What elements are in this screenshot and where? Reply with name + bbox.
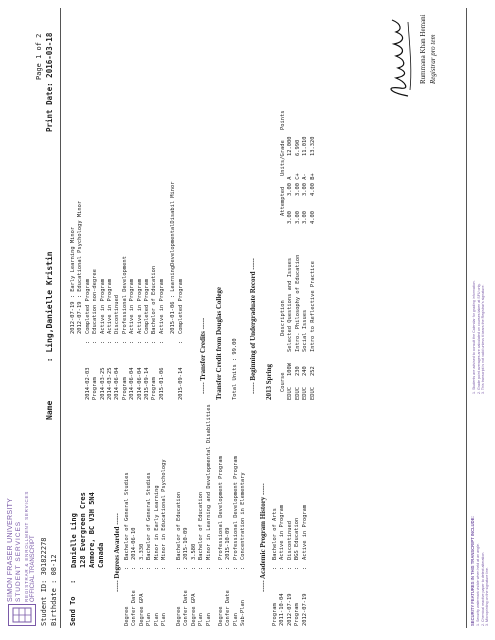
note-line: 1. Students are advised to consult the Calendar for grading information. xyxy=(472,280,476,394)
registrar-title: Registrar pro tem xyxy=(429,34,437,84)
program-history-heading: ----- Academic Program History ----- xyxy=(259,483,267,592)
degree-row: Degree : Bachelor of Education xyxy=(176,491,182,626)
program-history xyxy=(272,505,309,626)
header-rule xyxy=(60,8,61,628)
name-label: Name xyxy=(45,400,54,420)
history-row: 2012-07-19 : Early Learning Minor xyxy=(70,226,76,334)
transcript-notes xyxy=(472,280,486,394)
history-row: 2014-06-04 : Active in Program xyxy=(129,278,136,400)
degree-row: Degree : Bachelor of General Studies xyxy=(124,472,130,626)
history-row: Program : Education non-degree xyxy=(92,269,99,400)
degree-row: Plan : Minor in Learning and Developmental Disabilities xyxy=(205,404,212,626)
note-line: 2. Grade point averages are calculated on courses taken at SFU only. xyxy=(476,283,481,394)
security-features-title: SECURITY FEATURES IN THIS TRANSCRIPT INCLUDE: xyxy=(470,516,475,626)
transfer-credits-heading: ----- Transfer Credits ----- xyxy=(199,317,207,394)
security-line: 3. Microprinting on the signature line. xyxy=(485,567,490,626)
course-header-row: Course Description Attempted Units/Grade Points xyxy=(280,110,286,392)
history-row: Program : Bachelor of Education xyxy=(151,265,158,400)
student-services: STUDENT SERVICES xyxy=(15,520,22,602)
history-row: 2015-01-06 : LearningDevelopmentalDisabil Minor xyxy=(170,181,177,334)
student-id-label: Student ID: xyxy=(40,579,48,626)
degree-row: Confer Date : 2015-10-09 xyxy=(225,527,232,626)
undergrad-record-heading: ----- Beginning of Undergraduate Record ----- xyxy=(249,258,257,394)
print-date-label: Print Date: xyxy=(45,82,54,132)
history-row: 2014-03-25 : Active in Program xyxy=(107,278,114,400)
degree-row: Confer Date : 2014-06-10 xyxy=(131,527,138,626)
history-row: 2014-03-25 : Active in Program xyxy=(99,278,106,400)
student-name: Ling,Danielle Kristin xyxy=(45,251,54,353)
course-row: EDUC 230 Intro. Philosophy of Education 3.00 3.00 C+ 6.990 xyxy=(294,139,301,400)
birthdate-row xyxy=(51,554,58,626)
crest-icon xyxy=(12,607,32,623)
university-crest-icon xyxy=(8,604,36,626)
history-row: 2015-09-14 : Completed Program xyxy=(144,278,151,400)
degree-row: Confer Date : 2015-10-09 xyxy=(183,527,190,626)
course-row: EDUC 240 Social Issues 3.00 3.00 A- 11.010 xyxy=(302,136,309,400)
degree-row: Plan : Bachelor of Education xyxy=(198,491,205,626)
address-line: 128 Evergreen Cres xyxy=(79,492,87,568)
transfer-source: Transfer Credit from Douglas College xyxy=(215,286,223,400)
degrees-awarded-heading: ----- Degrees Awarded ----- xyxy=(113,513,121,592)
registrar-name: Rummana Khan Hemani xyxy=(419,14,427,84)
print-date-value: 2016-03-18 xyxy=(45,32,54,78)
course-row: EDUC 100W Selected Questions and Issues 3.00 3.00 A 12.000 xyxy=(287,136,294,400)
degree-row: Plan : Professional Development Program xyxy=(232,456,239,626)
security-line: 2. Chemical reactive paper to detect alteration. xyxy=(480,551,485,626)
history-row: 2014-06-04 : Discontinued xyxy=(114,295,121,400)
birthdate-label: Birthdate : xyxy=(50,579,58,626)
university-name: SIMON FRASER UNIVERSITY xyxy=(7,497,14,602)
address-line: Canada xyxy=(97,542,105,568)
student-id-row xyxy=(41,537,48,626)
history-row: 2012-07-19 : Active in Program xyxy=(301,504,308,626)
history-row: Program : BGS Education xyxy=(294,517,301,626)
total-units: Total Units : 99.00 xyxy=(232,338,238,400)
degree-row: Degree : Professional Development Program xyxy=(218,456,224,626)
history-row: Program : Professional Development xyxy=(121,256,128,400)
page-number: Page 1 of 2 xyxy=(35,33,43,80)
security-features-list xyxy=(476,543,490,626)
history-row: 2012-07-19 : Discontinued xyxy=(286,521,293,626)
degree-row: Sub-Plan : Concentration in Elementary xyxy=(240,472,247,626)
degree-row: Plan : Bachelor of General Studies xyxy=(146,472,153,626)
address-line: Danielle Ling xyxy=(70,513,78,568)
degree-block-1 xyxy=(124,459,168,626)
course-row: EDUC 252 Intro to Reflective Practice 4.00 4.00 B+ 13.320 xyxy=(309,136,316,400)
mailing-address xyxy=(70,492,106,568)
degree-row: Plan : Minor in Educational Psychology xyxy=(161,459,168,626)
history-row: 2015-01-06 : Active in Program xyxy=(158,278,165,400)
history-row: 2012-07-19 : Educational Psychology Minor xyxy=(77,200,84,334)
registrar-line: REGISTRAR & ENROLLMENT SERVICES xyxy=(24,490,29,602)
history-row: 2011-10-04 : Active in Program xyxy=(279,504,286,626)
degree-block-3 xyxy=(218,456,248,626)
history-row: 2014-06-04 : Active in Program xyxy=(136,278,143,400)
footer-rule xyxy=(466,8,467,628)
birthdate-value: 08-12 xyxy=(50,554,58,576)
note-line: 3. This transcript is not valid unless it bears the Registrar's signature. xyxy=(481,284,486,394)
degree-row: Plan : Minor in Early Learning xyxy=(153,485,160,626)
history-row: Program : Bachelor of Arts xyxy=(272,508,278,626)
security-line: 1. Security watermark visible when held at an angle. xyxy=(476,543,480,626)
print-date-row xyxy=(46,33,53,132)
send-to-label: Send To : xyxy=(69,579,77,626)
registrar-signature-icon xyxy=(380,16,416,100)
course-table xyxy=(280,111,317,400)
address-line: Anmore, BC V3H 5N4 xyxy=(88,492,96,568)
degree-row: Degree GPA : 3.580 xyxy=(190,543,197,626)
degree-row: Degree GPA : 3.330 xyxy=(138,543,145,626)
student-id-value: 301822278 xyxy=(40,537,48,576)
degree-block-2 xyxy=(176,404,213,626)
student-name-row: Name : Ling,Danielle Kristin xyxy=(45,251,54,420)
program-history-continued xyxy=(70,181,185,400)
history-row: 2014-02-03 : Completed Program xyxy=(84,278,91,400)
official-transcript: OFFICIAL TRANSCRIPT xyxy=(30,535,36,602)
history-row: 2015-09-14 : Completed Program xyxy=(177,278,184,400)
term-heading: 2013 Spring xyxy=(265,364,273,400)
